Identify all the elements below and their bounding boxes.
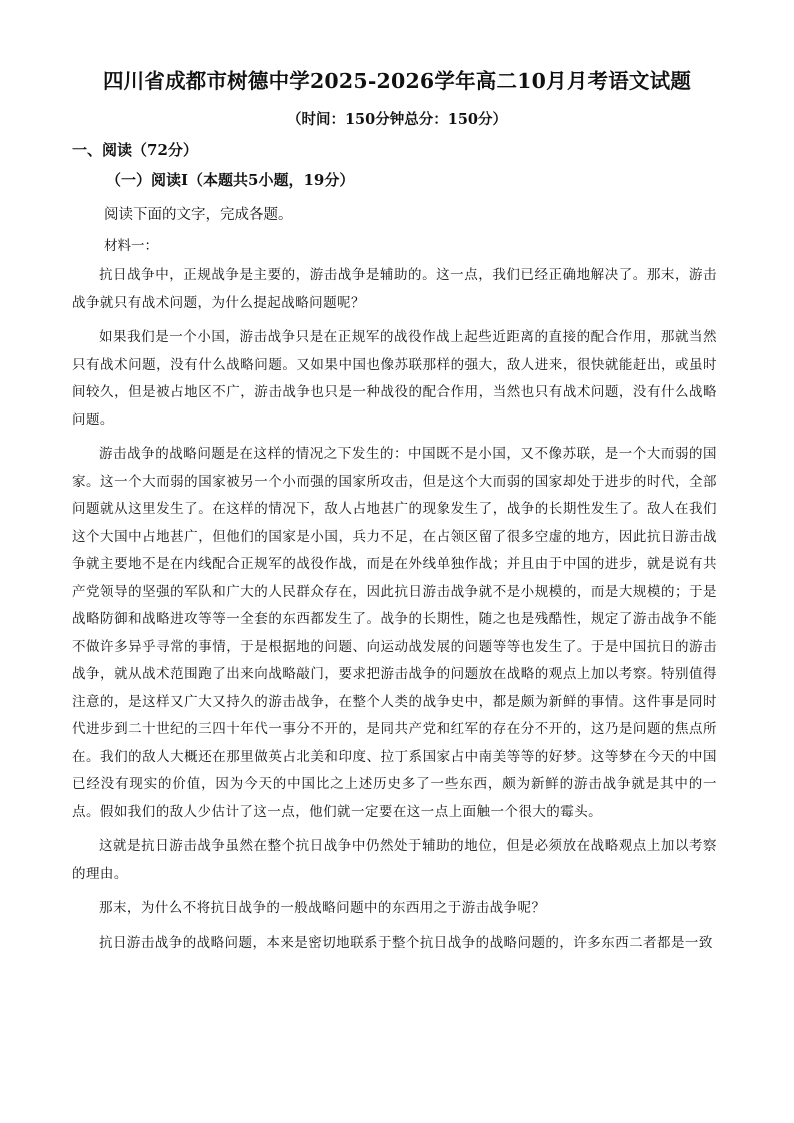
reading-instruction: 阅读下面的文字，完成各题。 — [104, 207, 293, 223]
passage-paragraph: 游击战争的战略问题是在这样的情况之下发生的：中国既不是小国，又不像苏联，是一个大而弱的国家。这一个大而弱的国家被另一个小而强的国家所攻击，但是这个大而弱的国家却处于进步的时代，全部问题就从这里发生了。在这样的情况下，敌人占地甚广的现象发生了，战争的长期性发生了。敌人在我们这个大国中占地甚广，但他们的国家是小国，兵力不足，在占领区留了很多空虚的地方，因此抗日游击战争就主要地不是在内线配合正规军的战役作战，而是在外线单独作战；并且由于中国的进步，就是说有共产党领导的坚强的军队和广大的人民群众存在，因此抗日游击战争就不是小规模的，而是大规模的；于是战略防御和战略进攻等等一全套的东西都发生了。战争的长期性，随之也是残酷性，规定了游击战争不能不做许多异乎寻常的事情，于是根据地的问题、向运动战发展的问题等等也发生了。于是中国抗日的游击战争，就从战术范围跑了出来向战略敲门，要求把游击战争的问题放在战略的观点上加以考察。特别值得注意的，是这样又广大又持久的游击战争，在整个人类的战争史中，都是颇为新鲜的事情。这件事是同时代进步到二十世纪的三四十年代一事分不开的，是同共产党和红军的存在分不开的，这乃是问题的焦点所在。我们的敌人大概还在那里做英占北美和印度、拉丁系国家占中南美等等的好梦。这等梦在今天的中国已经没有现实的价值，因为今天的中国比之上述历史多了一些东西，颇为新鲜的游击战争就是其中的一点。假如我们的敌人少估计了这一点，他们就一定要在这一点上面触一个很大的霉头。 — [72, 446, 717, 820]
passage-paragraph: 这就是抗日游击战争虽然在整个抗日战争中仍然处于辅助的地位，但是必须放在战略观点上加以考察的理由。 — [72, 838, 717, 882]
material-label: 材料一： — [104, 238, 158, 254]
passage-paragraph: 那末，为什么不将抗日战争的一般战略问题中的东西用之于游击战争呢？ — [99, 900, 546, 916]
exam-time-score: （时间：150分钟总分：150分） — [286, 111, 508, 128]
passage-paragraph: 抗日战争中，正规战争是主要的，游击战争是辅助的。这一点，我们已经正确地解决了。那末，游击战争就只有战术问题，为什么提起战略问题呢？ — [72, 267, 717, 311]
section-heading: 一、阅读（72分） — [72, 141, 198, 159]
passage-body — [72, 262, 717, 964]
passage-paragraph: 如果我们是一个小国，游击战争只是在正规军的战役作战上起些近距离的直接的配合作用，那就当然只有战术问题，没有什么战略问题。又如果中国也像苏联那样的强大，敌人进来，很快就能赶出，或虽时间较久，但是被占地区不广，游击战争也只是一种战役的配合作用，当然也只有战术问题，没有什么战略问题。 — [72, 329, 717, 428]
subsection-heading: （一）阅读Ⅰ（本题共5小题，19分） — [106, 171, 355, 189]
passage-paragraph: 抗日游击战争的战略问题，本来是密切地联系于整个抗日战争的战略问题的，许多东西二者都是一致 — [99, 934, 713, 951]
exam-title: 四川省成都市树德中学2025-2026学年高二10月月考语文试题 — [102, 69, 692, 93]
